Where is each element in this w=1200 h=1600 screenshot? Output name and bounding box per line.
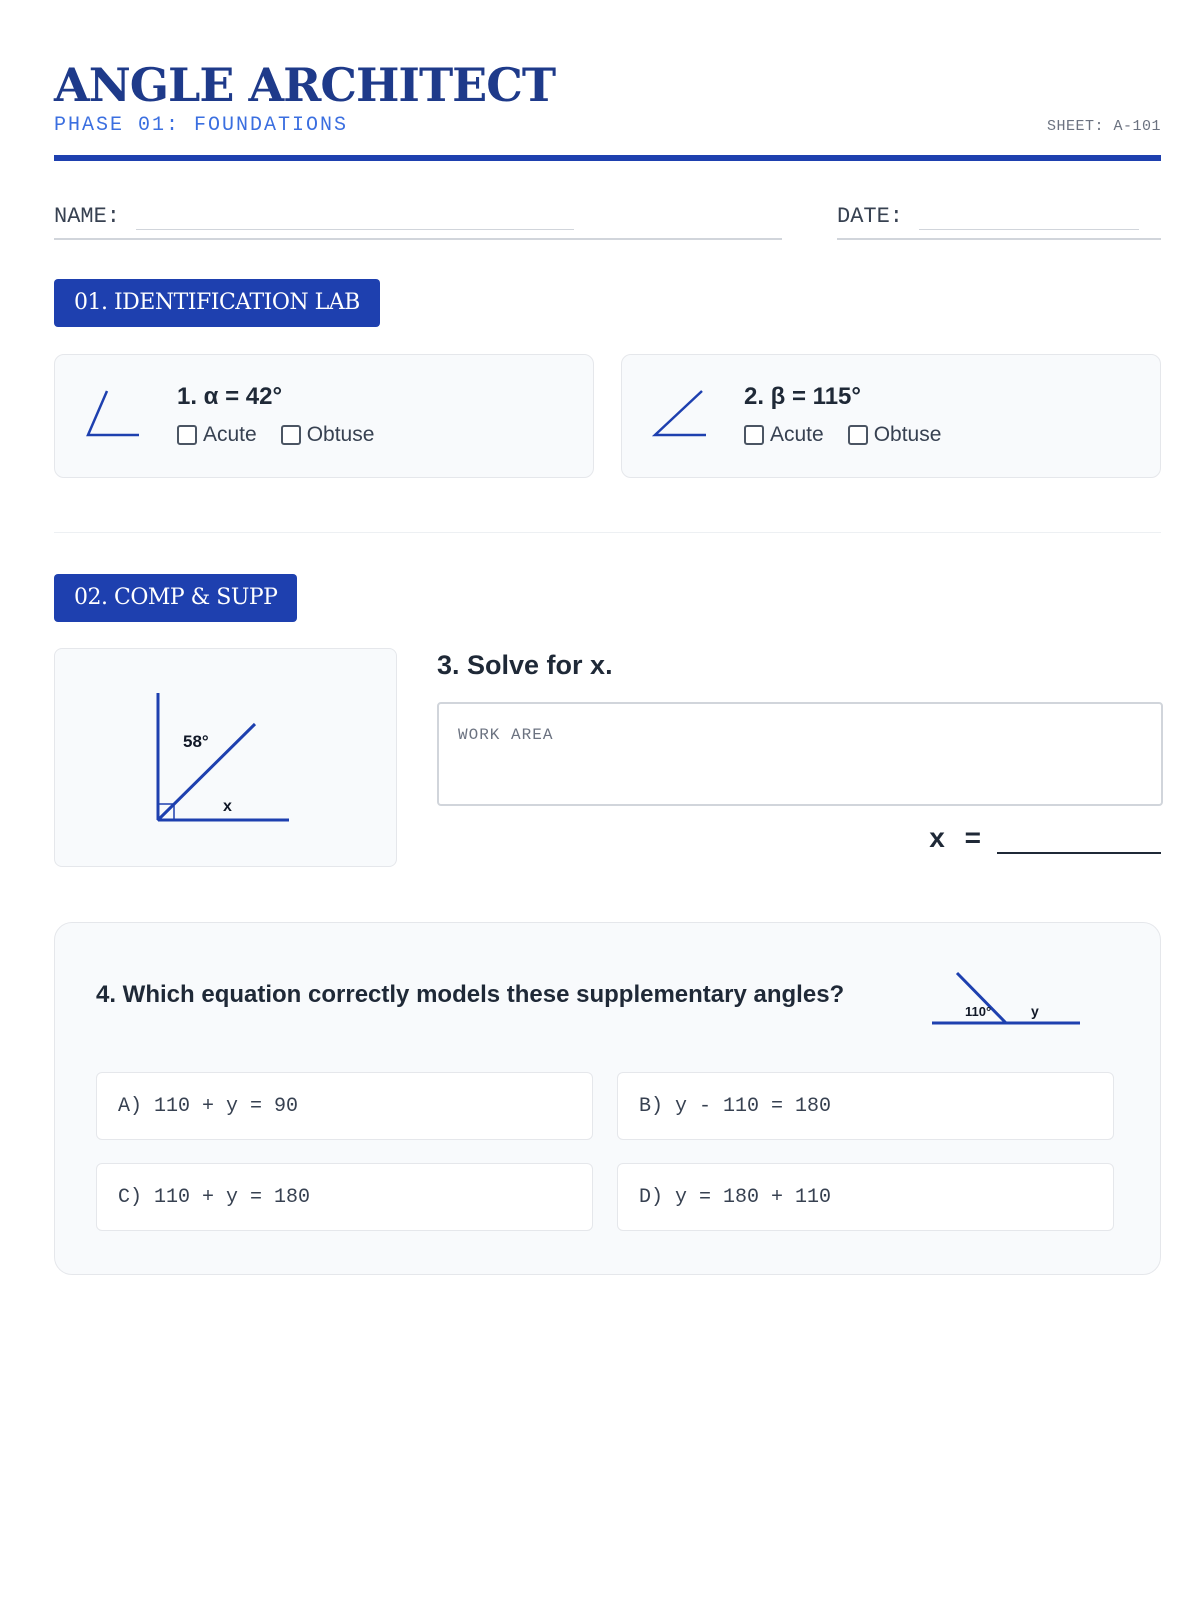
work-area[interactable]: [437, 702, 1163, 806]
choice-c[interactable]: C) 110 + y = 180: [96, 1163, 593, 1231]
q1-obtuse-option[interactable]: [281, 423, 375, 447]
question-1-text: 1. α = 42°: [177, 383, 283, 410]
question-2-options: [744, 423, 941, 447]
choice-a[interactable]: A) 110 + y = 90: [96, 1072, 593, 1140]
angle-y-label: y: [1031, 1003, 1039, 1019]
header-rule: [54, 155, 1161, 161]
question-2-text: 2. β = 115°: [744, 383, 861, 410]
section-divider: [54, 532, 1161, 533]
q1-obtuse-label: Obtuse: [306, 423, 375, 446]
answer-x: [929, 822, 1161, 854]
question-1-options: [177, 423, 374, 447]
choice-b[interactable]: B) y - 110 = 180: [617, 1072, 1114, 1140]
q1-acute-label: Acute: [203, 423, 257, 446]
q2-obtuse-label: Obtuse: [873, 423, 942, 446]
acute-angle-icon: [85, 387, 141, 439]
choice-d[interactable]: D) y = 180 + 110: [617, 1163, 1114, 1231]
answer-x-label: x =: [929, 822, 987, 853]
sheet-number: SHEET: A-101: [1046, 118, 1161, 135]
q1-acute-checkbox[interactable]: [177, 425, 197, 445]
page-subtitle: PHASE 01: FOUNDATIONS: [54, 114, 349, 137]
name-write-line[interactable]: [136, 229, 574, 230]
date-label: DATE:: [837, 204, 904, 229]
q1-acute-option[interactable]: [177, 423, 257, 447]
question-card-1: [54, 354, 594, 478]
complementary-diagram-card: [54, 648, 397, 867]
angle-110-label: 110°: [965, 1004, 992, 1019]
work-area-label: WORK AREA: [458, 726, 554, 744]
question-4-text: 4. Which equation correctly models these supplementary angles?: [96, 981, 845, 1008]
angle-58-label: 58°: [183, 732, 209, 751]
q2-obtuse-checkbox[interactable]: [848, 425, 868, 445]
name-field[interactable]: [54, 198, 782, 240]
angle-icon: [652, 387, 708, 439]
right-angle-diagram: [55, 649, 396, 866]
answer-x-line[interactable]: [997, 826, 1161, 854]
q1-obtuse-checkbox[interactable]: [281, 425, 301, 445]
q2-obtuse-option[interactable]: [848, 423, 942, 447]
q2-acute-option[interactable]: [744, 423, 824, 447]
section-tag-identification: 01. IDENTIFICATION LAB: [54, 279, 380, 327]
question-card-2: [621, 354, 1161, 478]
name-label: NAME:: [54, 204, 121, 229]
q2-acute-label: Acute: [770, 423, 824, 446]
supplementary-angles-figure: [932, 969, 1092, 1029]
section-tag-comp-supp: 02. COMP & SUPP: [54, 574, 297, 622]
question-3-text: 3. Solve for x.: [437, 650, 613, 680]
date-write-line[interactable]: [919, 229, 1139, 230]
date-field[interactable]: [837, 198, 1161, 240]
q2-acute-checkbox[interactable]: [744, 425, 764, 445]
angle-x-label: x: [223, 798, 232, 815]
question-4-card: [54, 922, 1161, 1275]
page-title: ANGLE ARCHITECT: [54, 58, 556, 112]
